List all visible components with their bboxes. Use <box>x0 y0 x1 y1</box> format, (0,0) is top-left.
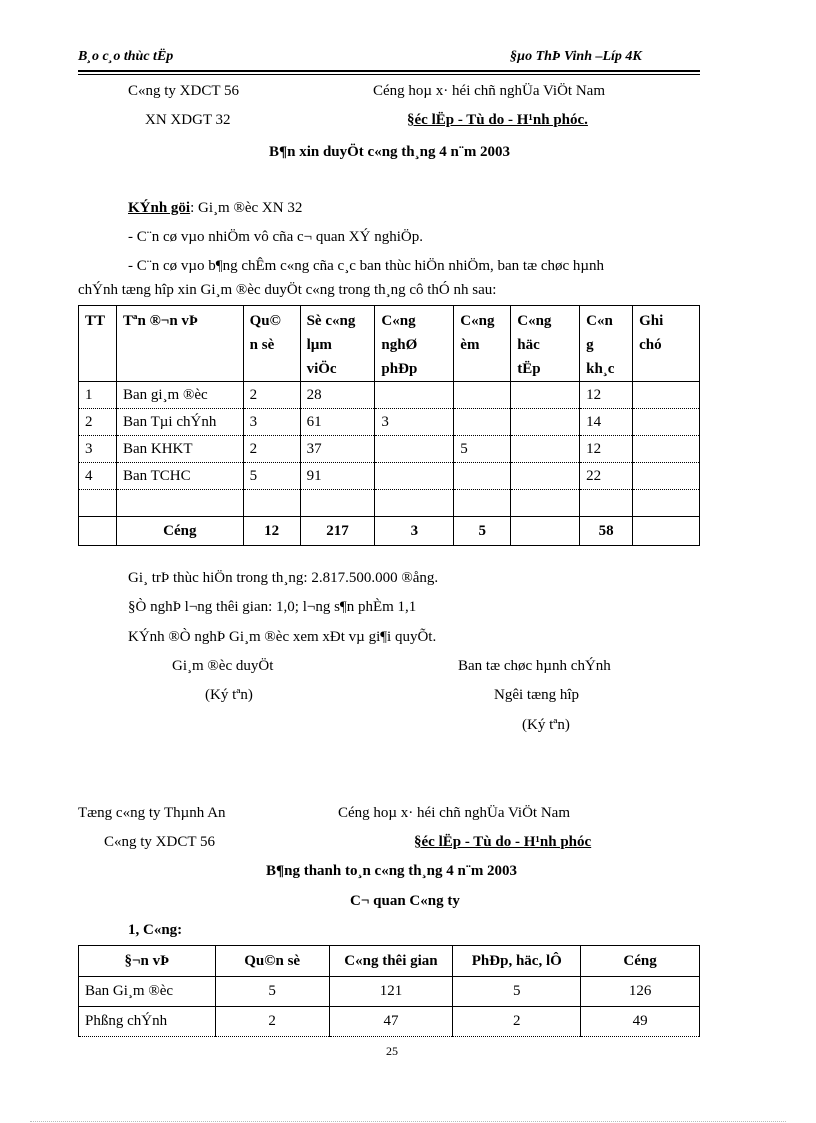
header-cell-line: g <box>586 337 594 353</box>
request-line: KÝnh ®Ò nghÞ Gi¸m ®èc xem xÐt vµ gi¶i quyÕt. <box>128 629 437 645</box>
header-cell-line: Sè c«ng <box>306 313 356 329</box>
table-cell <box>633 490 700 517</box>
table-cell: 2 <box>453 1007 581 1037</box>
total-cell: 58 <box>580 517 633 546</box>
table-cell: 2 <box>243 382 300 409</box>
header-cell-line: èm <box>460 337 480 353</box>
nation-line-2: §éc lËp - Tù do - H¹nh phóc. <box>407 112 588 128</box>
table-cell: 1 <box>79 382 117 409</box>
sign-right-title: Ban tæ chøc hµnh chÝnh <box>458 658 611 674</box>
org-line-2: XN XDGT 32 <box>145 112 231 128</box>
table-total-row <box>79 517 700 546</box>
table-cell: 47 <box>329 1007 453 1037</box>
page-number: 25 <box>386 1044 398 1058</box>
table-cell <box>243 490 300 517</box>
doc2-nation-line-2: §éc lËp - Tù do - H¹nh phóc <box>414 834 592 850</box>
total-cell: Céng <box>116 517 243 546</box>
table-row <box>79 1007 700 1037</box>
table-cell: 5 <box>454 436 511 463</box>
header-rule-thin <box>78 74 700 75</box>
header-cell-line: Tªn ®¬n vÞ <box>122 313 199 329</box>
table-cell: Ban TCHC <box>116 463 243 490</box>
table-cell: Phßng chÝnh <box>79 1007 216 1037</box>
table-cell <box>511 409 580 436</box>
table-cell: 3 <box>243 409 300 436</box>
value-line: Gi¸ trÞ thùc hiÖn trong th¸ng: 2.817.500.000 ®ång. <box>128 570 439 586</box>
doc2-nation-line-1: Céng hoµ x· héi chñ nghÜa ViÖt Nam <box>338 805 571 821</box>
table-header-row <box>79 306 700 382</box>
table-header-cell <box>454 306 511 382</box>
proposal-line: §Ò nghÞ l¬ng thêi gian: 1,0; l¬ng s¶n phÈm 1,1 <box>128 599 417 615</box>
recipient-label: KÝnh göi <box>128 200 191 216</box>
header-cell-line: Ghi <box>639 313 664 329</box>
total-cell <box>633 517 700 546</box>
total-cell: 12 <box>243 517 300 546</box>
table-header-cell: PhÐp, häc, lÔ <box>453 946 581 977</box>
table-cell: Ban gi¸m ®èc <box>116 382 243 409</box>
table-cell <box>79 490 117 517</box>
table-cell: 5 <box>215 977 329 1007</box>
org-line-1: C«ng ty XDCT 56 <box>128 83 239 99</box>
table-cell: 91 <box>300 463 375 490</box>
table-cell: 14 <box>580 409 633 436</box>
header-cell-line: chó <box>639 337 662 353</box>
table-cell: 3 <box>79 436 117 463</box>
total-cell: 217 <box>300 517 375 546</box>
header-left: B¸o c¸o thùc tËp <box>78 49 174 64</box>
sign-left-note: (Ký tªn) <box>205 687 253 703</box>
table-cell: 28 <box>300 382 375 409</box>
table-cell <box>300 490 375 517</box>
table-row <box>79 463 700 490</box>
header-cell-line: viÖc <box>306 361 337 377</box>
table-header-cell <box>633 306 700 382</box>
table-row <box>79 977 700 1007</box>
table-header-cell: Qu©n sè <box>215 946 329 977</box>
doc-title: B¶n xin duyÖt c«ng th¸ng 4 n¨m 2003 <box>269 144 511 160</box>
table-row <box>79 490 700 517</box>
table-cell <box>580 490 633 517</box>
table-row <box>79 409 700 436</box>
table-cell: 2 <box>243 436 300 463</box>
table-cell <box>375 463 454 490</box>
table-cell <box>454 463 511 490</box>
table-row <box>79 436 700 463</box>
table-cell <box>511 490 580 517</box>
doc2-title: B¶ng thanh to¸n c«ng th¸ng 4 n¨m 2003 <box>266 863 518 879</box>
paragraph-2-line-1: - C¨n cø vµo b¶ng chÊm c«ng cña c¸c ban thùc hiÖn nhiÖm, ban tæ chøc hµnh <box>128 258 605 274</box>
table-cell <box>511 382 580 409</box>
header-cell-line: n sè <box>249 337 275 353</box>
total-cell <box>79 517 117 546</box>
table-cell: 2 <box>79 409 117 436</box>
table-row <box>79 382 700 409</box>
table-cell: 3 <box>375 409 454 436</box>
table-header-cell: C«ng thêi gian <box>329 946 453 977</box>
table-cell: 4 <box>79 463 117 490</box>
table-cell: 12 <box>580 382 633 409</box>
page-bottom-rule <box>30 1121 786 1122</box>
table-cell: Ban Gi¸m ®èc <box>79 977 216 1007</box>
table-header-cell <box>375 306 454 382</box>
table-cell: 22 <box>580 463 633 490</box>
table-cell <box>633 463 700 490</box>
table-header-cell: §¬n vÞ <box>79 946 216 977</box>
table-header-cell <box>300 306 375 382</box>
table-header-cell <box>116 306 243 382</box>
table-cell <box>454 490 511 517</box>
header-cell-line: phÐp <box>381 361 418 377</box>
header-cell-line: TT <box>85 313 106 329</box>
header-cell-line: häc <box>517 337 540 353</box>
sign-right-note: (Ký tªn) <box>522 717 570 733</box>
total-cell <box>511 517 580 546</box>
paragraph-1: - C¨n cø vµo nhiÖm vô cña c¬ quan XÝ nghiÖp. <box>128 229 423 245</box>
table-cell <box>633 436 700 463</box>
table-cell <box>511 463 580 490</box>
table-cell: 126 <box>581 977 700 1007</box>
doc2-org-line-1: Tæng c«ng ty Thµnh An <box>78 805 226 821</box>
header-cell-line: C«ng <box>517 313 552 329</box>
table-cell <box>633 382 700 409</box>
total-cell: 5 <box>454 517 511 546</box>
table-cell: 5 <box>243 463 300 490</box>
table-header-cell <box>243 306 300 382</box>
payment-table <box>78 945 700 1037</box>
table-cell: 49 <box>581 1007 700 1037</box>
sign-right-person: Ngêi tæng hîp <box>494 687 579 703</box>
table-cell <box>116 490 243 517</box>
doc2-subtitle: C¬ quan C«ng ty <box>350 893 460 909</box>
header-cell-line: lµm <box>306 337 332 353</box>
nation-line-1: Céng hoµ x· héi chñ nghÜa ViÖt Nam <box>373 83 606 99</box>
table-cell: 5 <box>453 977 581 1007</box>
table-header-cell: Céng <box>581 946 700 977</box>
table-cell <box>375 436 454 463</box>
header-cell-line: nghØ <box>381 337 418 353</box>
table-cell <box>375 490 454 517</box>
header-right: §µo ThÞ Vinh –Líp 4K <box>510 49 642 64</box>
table-header-cell <box>580 306 633 382</box>
total-cell: 3 <box>375 517 454 546</box>
table-cell <box>633 409 700 436</box>
doc2-section: 1, C«ng: <box>128 922 183 938</box>
header-cell-line: C«n <box>586 313 613 329</box>
table-cell <box>454 382 511 409</box>
doc2-org-line-2: C«ng ty XDCT 56 <box>104 834 215 850</box>
table-header-cell <box>79 306 117 382</box>
paragraph-2-line-2: chÝnh tæng hîp xin Gi¸m ®èc duyÖt c«ng trong th¸ng cô thÓ nh sau: <box>78 282 497 298</box>
table-cell: 121 <box>329 977 453 1007</box>
header-cell-line: tËp <box>517 361 541 377</box>
sign-left-title: Gi¸m ®èc duyÖt <box>172 658 274 674</box>
header-cell-line: kh¸c <box>586 361 615 377</box>
table-cell: Ban Tµi chÝnh <box>116 409 243 436</box>
table-cell <box>454 409 511 436</box>
recipient-line <box>128 200 302 217</box>
workday-table <box>78 305 700 546</box>
table-header-row <box>79 946 700 977</box>
header-cell-line: C«ng <box>381 313 416 329</box>
table-cell: 61 <box>300 409 375 436</box>
table-cell: 12 <box>580 436 633 463</box>
recipient-value: : Gi¸m ®èc XN 32 <box>190 200 303 216</box>
table-cell: 37 <box>300 436 375 463</box>
table-cell <box>375 382 454 409</box>
table-cell: 2 <box>215 1007 329 1037</box>
table-header-cell <box>511 306 580 382</box>
table-cell <box>511 436 580 463</box>
table-cell: Ban KHKT <box>116 436 243 463</box>
header-cell-line: Qu© <box>249 313 281 329</box>
header-cell-line: C«ng <box>460 313 495 329</box>
header-rule <box>78 70 700 72</box>
